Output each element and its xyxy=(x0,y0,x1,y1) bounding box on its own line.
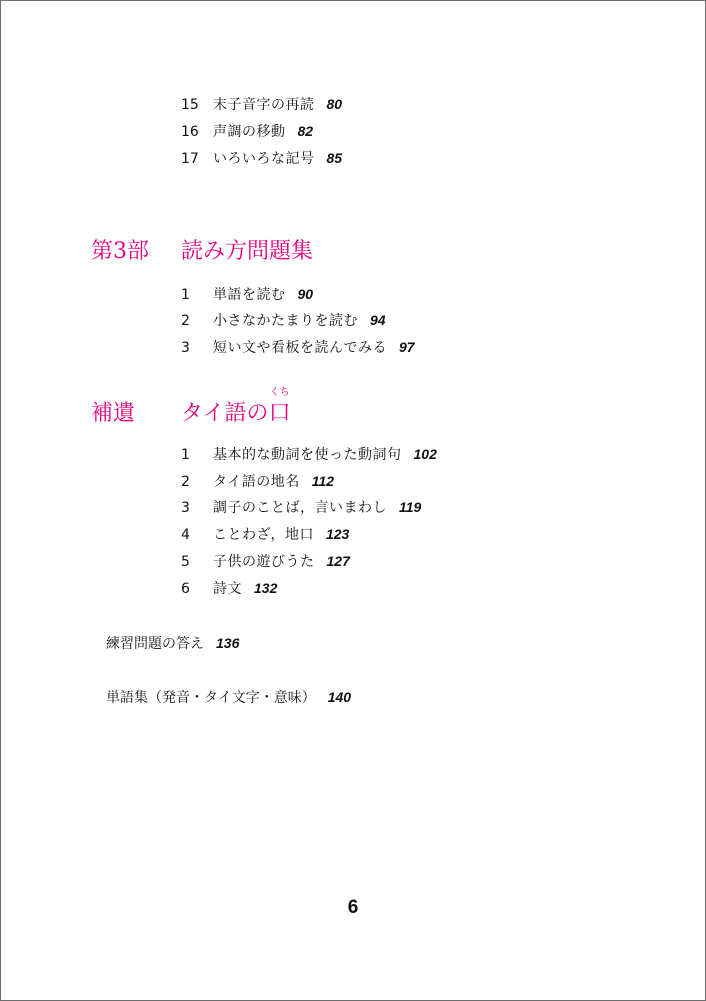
entry-page: 97 xyxy=(399,339,415,355)
entry-number: 6 xyxy=(181,581,190,597)
entry-number: 2 xyxy=(181,313,190,329)
toc-entry-17[interactable] xyxy=(181,150,342,167)
entry-title: 基本的な動詞を使った動詞句 xyxy=(213,447,402,463)
toc-entry-supplement-4[interactable] xyxy=(181,526,349,543)
entry-page: 112 xyxy=(311,473,335,489)
toc-entry-16[interactable] xyxy=(181,123,313,140)
glossary-page: 140 xyxy=(327,689,352,705)
entry-title: 末子音字の再読 xyxy=(213,97,315,113)
entry-page: 123 xyxy=(325,526,350,542)
ruby-reading: くち xyxy=(269,387,290,398)
entry-title: いろいろな記号 xyxy=(213,151,315,167)
page-number: 6 xyxy=(347,897,359,918)
toc-entry-part3-1[interactable] xyxy=(181,286,313,303)
entry-title: 詩文 xyxy=(213,581,242,597)
entry-page: 119 xyxy=(399,499,422,515)
toc-entry-part3-3[interactable] xyxy=(181,339,415,356)
supplement-title-prefix: タイ語の xyxy=(181,401,269,426)
entry-page: 85 xyxy=(326,150,343,166)
supplement-heading[interactable] xyxy=(91,387,291,427)
toc-entry-part3-2[interactable] xyxy=(181,312,386,329)
entry-title: 調子のことば，言いまわし xyxy=(213,500,387,516)
entry-title: 子供の遊びうた xyxy=(213,554,315,570)
entry-page: 132 xyxy=(254,580,278,596)
entry-title: 小さなかたまりを読む xyxy=(213,313,358,329)
supplement-label: 補遺 xyxy=(91,401,136,426)
entry-number: 1 xyxy=(181,287,190,303)
part3-title: 読み方問題集 xyxy=(181,239,314,264)
answers-page: 136 xyxy=(216,635,240,651)
toc-entry-glossary[interactable] xyxy=(106,689,351,706)
entry-number: 17 xyxy=(181,151,199,167)
toc-entry-supplement-3[interactable] xyxy=(181,499,421,516)
entry-number: 3 xyxy=(181,500,190,516)
part3-heading[interactable] xyxy=(91,239,313,265)
entry-title: タイ語の地名 xyxy=(213,474,300,490)
toc-entry-answers[interactable] xyxy=(106,635,239,652)
entry-number: 5 xyxy=(181,554,190,570)
entry-title: 声調の移動 xyxy=(213,124,286,140)
entry-number: 16 xyxy=(181,124,199,140)
entry-number: 4 xyxy=(181,527,190,543)
toc-entry-supplement-6[interactable] xyxy=(181,580,277,597)
supplement-title-kanji: 口 xyxy=(268,401,291,426)
entry-page: 82 xyxy=(297,123,314,139)
entry-page: 94 xyxy=(370,312,386,328)
glossary-title: 単語集（発音・タイ文字・意味） xyxy=(106,690,316,706)
toc-entry-supplement-1[interactable] xyxy=(181,446,437,463)
toc-entry-supplement-2[interactable] xyxy=(181,473,334,490)
toc-entry-15[interactable] xyxy=(181,96,342,113)
answers-title: 練習問題の答え xyxy=(106,636,204,652)
entry-page: 102 xyxy=(413,446,437,462)
entry-title: 単語を読む xyxy=(213,287,286,303)
entry-page: 90 xyxy=(297,286,314,302)
supplement-title-kanji-with-ruby xyxy=(268,387,291,427)
entry-title: ことわざ，地口 xyxy=(213,527,314,543)
entry-page: 127 xyxy=(326,553,350,569)
entry-title: 短い文や看板を読んでみる xyxy=(213,340,387,356)
toc-entry-supplement-5[interactable] xyxy=(181,553,350,570)
part3-label: 第3部 xyxy=(91,239,149,264)
entry-number: 1 xyxy=(181,447,190,463)
entry-number: 3 xyxy=(181,340,190,356)
entry-page: 80 xyxy=(326,96,343,112)
entry-number: 2 xyxy=(181,474,190,490)
entry-number: 15 xyxy=(181,97,199,113)
